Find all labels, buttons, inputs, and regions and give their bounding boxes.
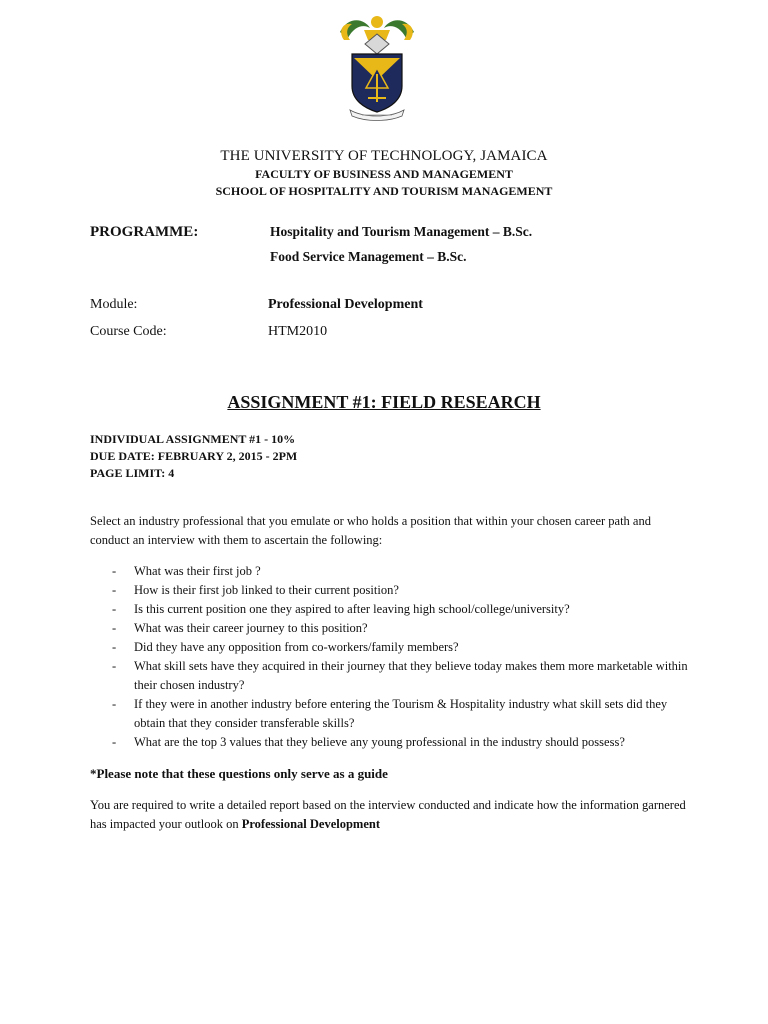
school-name: SCHOOL OF HOSPITALITY AND TOURISM MANAGEMENT xyxy=(215,184,553,198)
list-item: - What are the top 3 values that they believe any young professional in the industry should possess? xyxy=(112,733,692,752)
list-item: - How is their first job linked to their current position? xyxy=(112,581,692,600)
course-code-label: Course Code: xyxy=(90,324,167,339)
faculty-name: FACULTY OF BUSINESS AND MANAGEMENT xyxy=(255,167,513,181)
intro-paragraph: Select an industry professional that you emulate or who holds a position that within your chosen career path and conduct an interview with them to ascertain the following: xyxy=(90,514,651,547)
list-item: - What was their first job ? xyxy=(112,562,692,581)
page-limit: PAGE LIMIT: 4 xyxy=(90,466,175,480)
due-date: DUE DATE: FEBRUARY 2, 2015 - 2PM xyxy=(90,449,298,463)
university-crest-logo xyxy=(334,10,420,122)
closing-paragraph xyxy=(90,796,690,834)
list-item: - Is this current position one they aspired to after leaving high school/college/university? xyxy=(112,600,692,619)
list-item: - Did they have any opposition from co-workers/family members? xyxy=(112,638,692,657)
list-item: - What skill sets have they acquired in their journey that they believe today makes them more marketable within their chosen industry? xyxy=(112,657,692,695)
programme-label: PROGRAMME: xyxy=(90,224,199,240)
closing-emphasis: Professional Development xyxy=(241,817,381,831)
programme-value-1: Hospitality and Tourism Management – B.Sc. xyxy=(270,224,533,239)
assignment-weight: INDIVIDUAL ASSIGNMENT #1 - 10% xyxy=(90,432,296,446)
list-item: - What was their career journey to this position? xyxy=(112,619,692,638)
module-label: Module: xyxy=(90,297,138,312)
programme-value-2: Food Service Management – B.Sc. xyxy=(270,249,467,264)
university-name: THE UNIVERSITY OF TECHNOLOGY, JAMAICA xyxy=(220,148,548,164)
list-item: - If they were in another industry before entering the Tourism & Hospitality industry what skill sets did they obtain that they consider transferable skills? xyxy=(112,695,692,733)
course-code-value: HTM2010 xyxy=(268,324,328,339)
assignment-title: ASSIGNMENT #1: FIELD RESEARCH xyxy=(227,392,541,412)
closing-text: You are required to write a detailed report based on the interview conducted and indicate how the information garnered has impacted your outlook on xyxy=(90,798,686,831)
guide-note: *Please note that these questions only serve as a guide xyxy=(90,766,388,781)
module-value: Professional Development xyxy=(268,297,423,312)
question-list xyxy=(112,562,692,752)
